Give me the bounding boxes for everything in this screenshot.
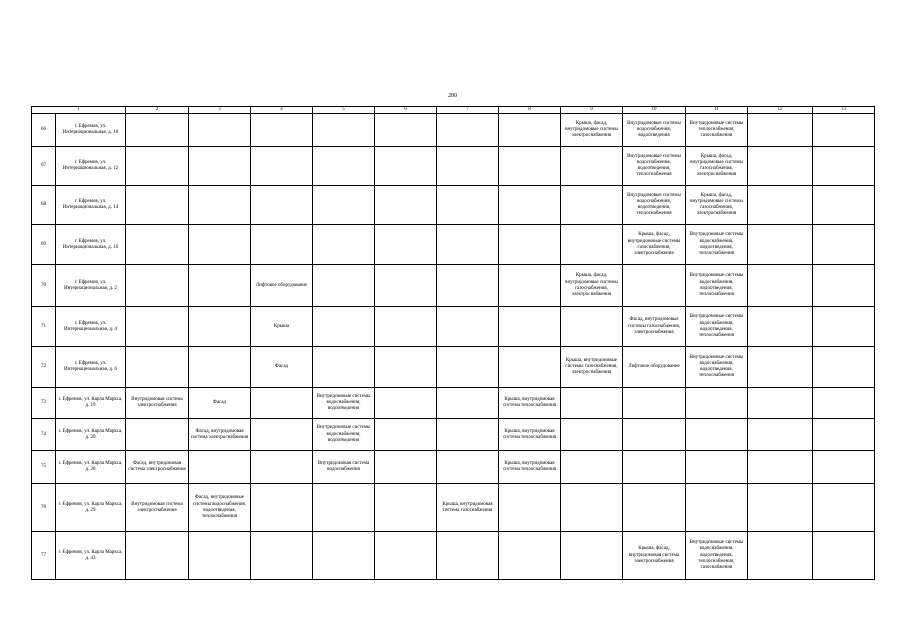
address-cell: г. Ефремов, ул. Интернациональная, д. 4: [56, 307, 126, 347]
column-header: 4: [251, 107, 313, 114]
address-cell: г. Ефремов, ул. Интернациональная, д. 16: [56, 225, 126, 265]
work-cell: [561, 451, 623, 484]
work-cell: [189, 532, 251, 580]
work-cell: [561, 532, 623, 580]
work-cell: [313, 307, 375, 347]
work-cell: Внутридомовые системы водоснабжения, водоотведения, теплоснабжения: [686, 265, 748, 307]
column-header: 9: [561, 107, 623, 114]
work-cell: [313, 114, 375, 147]
column-header: 5: [313, 107, 375, 114]
work-cell: Внутридомовые системы водоснабжения, водоотведения: [623, 114, 686, 147]
work-cell: [813, 225, 875, 265]
work-cell: [623, 419, 686, 451]
work-cell: [251, 451, 313, 484]
work-cell: [748, 114, 813, 147]
work-cell: Внутридомовые системы водоснабжения, водоотведения, теплоснабжения, газоснабжения: [686, 532, 748, 580]
work-cell: [375, 451, 437, 484]
work-cell: [189, 114, 251, 147]
work-cell: [126, 147, 189, 186]
work-cell: [813, 114, 875, 147]
work-cell: Внутридомовые системы водоснабжения, водоотведения, теплоснабжения: [623, 186, 686, 225]
work-cell: [375, 532, 437, 580]
work-cell: [313, 532, 375, 580]
row-number: 77: [32, 532, 56, 580]
work-cell: [499, 114, 561, 147]
work-cell: [375, 347, 437, 388]
work-cell: [313, 265, 375, 307]
work-cell: [251, 225, 313, 265]
work-cell: Внутридомовая система водоснабжения: [313, 451, 375, 484]
work-cell: [748, 532, 813, 580]
row-number: 71: [32, 307, 56, 347]
work-cell: [623, 484, 686, 532]
work-cell: Фасад, внутридомовые системы водоснабжения, водоотведения, теплоснабжения: [189, 484, 251, 532]
work-cell: [189, 265, 251, 307]
column-header: 13: [813, 107, 875, 114]
table-row: [32, 307, 875, 347]
work-cell: [251, 147, 313, 186]
work-cell: [189, 307, 251, 347]
work-cell: Крыша, фасад, внутридомовые системы газоснабжения, электроснабжения: [686, 147, 748, 186]
work-cell: [375, 225, 437, 265]
work-cell: [126, 347, 189, 388]
work-cell: [561, 484, 623, 532]
row-number: 73: [32, 388, 56, 419]
table-row: [32, 347, 875, 388]
table-row: [32, 388, 875, 419]
table-row: [32, 186, 875, 225]
work-cell: [813, 484, 875, 532]
work-cell: [375, 419, 437, 451]
row-number: 74: [32, 419, 56, 451]
address-cell: г. Ефремов, ул. Карла Маркса, д. 20: [56, 419, 126, 451]
work-cell: [437, 186, 499, 225]
column-header: 8: [499, 107, 561, 114]
work-cell: Крыша, фасад, внутридомовые системы газоснабжения, электроснабжения: [623, 225, 686, 265]
work-cell: [437, 347, 499, 388]
work-cell: Лифтовое оборудование: [251, 265, 313, 307]
work-cell: [499, 225, 561, 265]
work-cell: Крыша: [251, 307, 313, 347]
row-number: 66: [32, 114, 56, 147]
address-cell: г. Ефремов, ул. Интернациональная, д. 2: [56, 265, 126, 307]
work-cell: Внутридомовая система электроснабжения: [126, 484, 189, 532]
work-cell: [499, 532, 561, 580]
row-number: 67: [32, 147, 56, 186]
work-cell: [499, 147, 561, 186]
work-cell: [437, 419, 499, 451]
table-row: [32, 114, 875, 147]
row-number: 72: [32, 347, 56, 388]
work-cell: [813, 347, 875, 388]
work-cell: [375, 114, 437, 147]
work-cell: [813, 307, 875, 347]
work-cell: [623, 388, 686, 419]
work-cell: [748, 307, 813, 347]
work-cell: [437, 225, 499, 265]
work-cell: [686, 484, 748, 532]
work-cell: [561, 307, 623, 347]
page-number: 200: [448, 93, 457, 99]
work-cell: [375, 307, 437, 347]
work-cell: [189, 451, 251, 484]
column-header: 10: [623, 107, 686, 114]
work-cell: [499, 347, 561, 388]
work-cell: [561, 388, 623, 419]
work-cell: [313, 225, 375, 265]
work-cell: [686, 388, 748, 419]
work-cell: [126, 532, 189, 580]
work-cell: [499, 484, 561, 532]
work-cell: [748, 484, 813, 532]
work-cell: Крыша, фасад, внутридомовые системы электроснабжения: [561, 114, 623, 147]
work-cell: [189, 147, 251, 186]
work-cell: [251, 484, 313, 532]
work-cell: [437, 307, 499, 347]
work-cell: [126, 419, 189, 451]
work-cell: [313, 186, 375, 225]
work-cell: Фасад: [251, 347, 313, 388]
column-header: 11: [686, 107, 748, 114]
work-cell: [375, 265, 437, 307]
address-cell: г. Ефремов, ул. Карла Маркса, д. 19: [56, 388, 126, 419]
work-cell: Фасад: [189, 388, 251, 419]
work-cell: [126, 307, 189, 347]
table-row: [32, 225, 875, 265]
work-cell: [251, 419, 313, 451]
work-cell: [126, 265, 189, 307]
work-cell: [499, 186, 561, 225]
work-cell: [813, 147, 875, 186]
work-cell: Фасад, внутридомовая система электроснабжения: [189, 419, 251, 451]
work-cell: [623, 451, 686, 484]
table-row: [32, 265, 875, 307]
work-cell: [251, 388, 313, 419]
work-cell: [748, 225, 813, 265]
work-cell: [189, 225, 251, 265]
work-cell: Крыша, фасад, внутридомовые системы газоснабжения, электроснабжения: [686, 186, 748, 225]
work-cell: [375, 484, 437, 532]
work-cell: [251, 532, 313, 580]
work-cell: [126, 186, 189, 225]
column-header: 1: [32, 107, 126, 114]
work-cell: Внутридомовые системы водоснабжения, водоотведения: [313, 419, 375, 451]
work-cell: Крыша, внутридомовая система теплоснабжения: [499, 451, 561, 484]
work-cell: [748, 265, 813, 307]
table-row: [32, 451, 875, 484]
address-cell: г. Ефремов, ул. Карла Маркса, д. 29: [56, 484, 126, 532]
work-cell: [126, 114, 189, 147]
work-cell: [748, 186, 813, 225]
work-cell: [437, 532, 499, 580]
column-header: 6: [375, 107, 437, 114]
work-cell: [251, 114, 313, 147]
work-cell: [623, 265, 686, 307]
work-cell: [313, 347, 375, 388]
address-cell: г. Ефремов, ул. Интернациональная, д. 10: [56, 114, 126, 147]
work-cell: Крыша, внутридомовые системы газоснабжения, электроснабжения: [561, 347, 623, 388]
work-cell: [813, 451, 875, 484]
table-row: [32, 419, 875, 451]
repair-schedule-table: [31, 106, 875, 580]
work-cell: [748, 419, 813, 451]
work-cell: [813, 419, 875, 451]
table-row: [32, 147, 875, 186]
work-cell: [375, 186, 437, 225]
work-cell: [375, 388, 437, 419]
address-cell: г. Ефремов, ул. Карла Маркса, д. 43: [56, 532, 126, 580]
work-cell: [126, 225, 189, 265]
address-cell: г. Ефремов, ул. Карла Маркса, д. 28: [56, 451, 126, 484]
work-cell: Крыша, фасад, внутридомовая система электроснабжения: [623, 532, 686, 580]
column-header: 7: [437, 107, 499, 114]
work-cell: [189, 186, 251, 225]
work-cell: [437, 114, 499, 147]
work-cell: [499, 307, 561, 347]
work-cell: [437, 388, 499, 419]
work-cell: [686, 451, 748, 484]
row-number: 69: [32, 225, 56, 265]
work-cell: [748, 347, 813, 388]
work-cell: [561, 225, 623, 265]
table-row: [32, 484, 875, 532]
work-cell: Внутридомовые системы теплоснабжения, газоснабжения: [686, 114, 748, 147]
work-cell: [313, 484, 375, 532]
work-cell: Внутридомовые системы водоснабжения, водоотведения: [313, 388, 375, 419]
work-cell: [813, 265, 875, 307]
row-number: 68: [32, 186, 56, 225]
work-cell: Крыша, внутридомовая система теплоснабжения: [499, 419, 561, 451]
work-cell: Крыша, внутридомовая система теплоснабжения: [499, 388, 561, 419]
work-cell: [748, 388, 813, 419]
work-cell: [813, 532, 875, 580]
row-number: 75: [32, 451, 56, 484]
work-cell: [499, 265, 561, 307]
work-cell: [561, 419, 623, 451]
work-cell: Внутридомовые системы водоснабжения, водоотведения, теплоснабжения: [623, 147, 686, 186]
work-cell: [313, 147, 375, 186]
work-cell: Внутридомовая система электроснабжения: [126, 388, 189, 419]
work-cell: [686, 419, 748, 451]
work-cell: Фасад, внутридомовая система электроснабжения: [126, 451, 189, 484]
address-cell: г. Ефремов, ул. Интернациональная, д. 12: [56, 147, 126, 186]
work-cell: [813, 186, 875, 225]
work-cell: [189, 347, 251, 388]
work-cell: [437, 147, 499, 186]
column-header: 2: [126, 107, 189, 114]
work-cell: Внутридомовые системы водоснабжения, водоотведения, теплоснабжения: [686, 307, 748, 347]
work-cell: [437, 451, 499, 484]
address-cell: г. Ефремов, ул. Интернациональная, д. 6: [56, 347, 126, 388]
work-cell: Крыша, внутридомовая система газоснабжения: [437, 484, 499, 532]
work-cell: [561, 147, 623, 186]
work-cell: [437, 265, 499, 307]
row-number: 76: [32, 484, 56, 532]
row-number: 70: [32, 265, 56, 307]
work-cell: [251, 186, 313, 225]
table-row: [32, 532, 875, 580]
work-cell: [813, 388, 875, 419]
work-cell: [748, 147, 813, 186]
work-cell: Внутридомовые системы водоснабжения, водоотведения, теплоснабжения: [686, 347, 748, 388]
work-cell: [375, 147, 437, 186]
address-cell: г. Ефремов, ул. Интернациональная, д. 14: [56, 186, 126, 225]
column-header: 3: [189, 107, 251, 114]
column-header: 12: [748, 107, 813, 114]
work-cell: [561, 186, 623, 225]
work-cell: Крыша, фасад, внутридомовые системы газоснабжения, электроснабжения: [561, 265, 623, 307]
work-cell: Внутридомовые системы водоснабжения, водоотведения, теплоснабжения: [686, 225, 748, 265]
work-cell: Фасад, внутридомовые системы газоснабжения, электроснабжения: [623, 307, 686, 347]
column-number-row: [32, 107, 875, 114]
work-cell: [748, 451, 813, 484]
work-cell: Лифтовое оборудование: [623, 347, 686, 388]
